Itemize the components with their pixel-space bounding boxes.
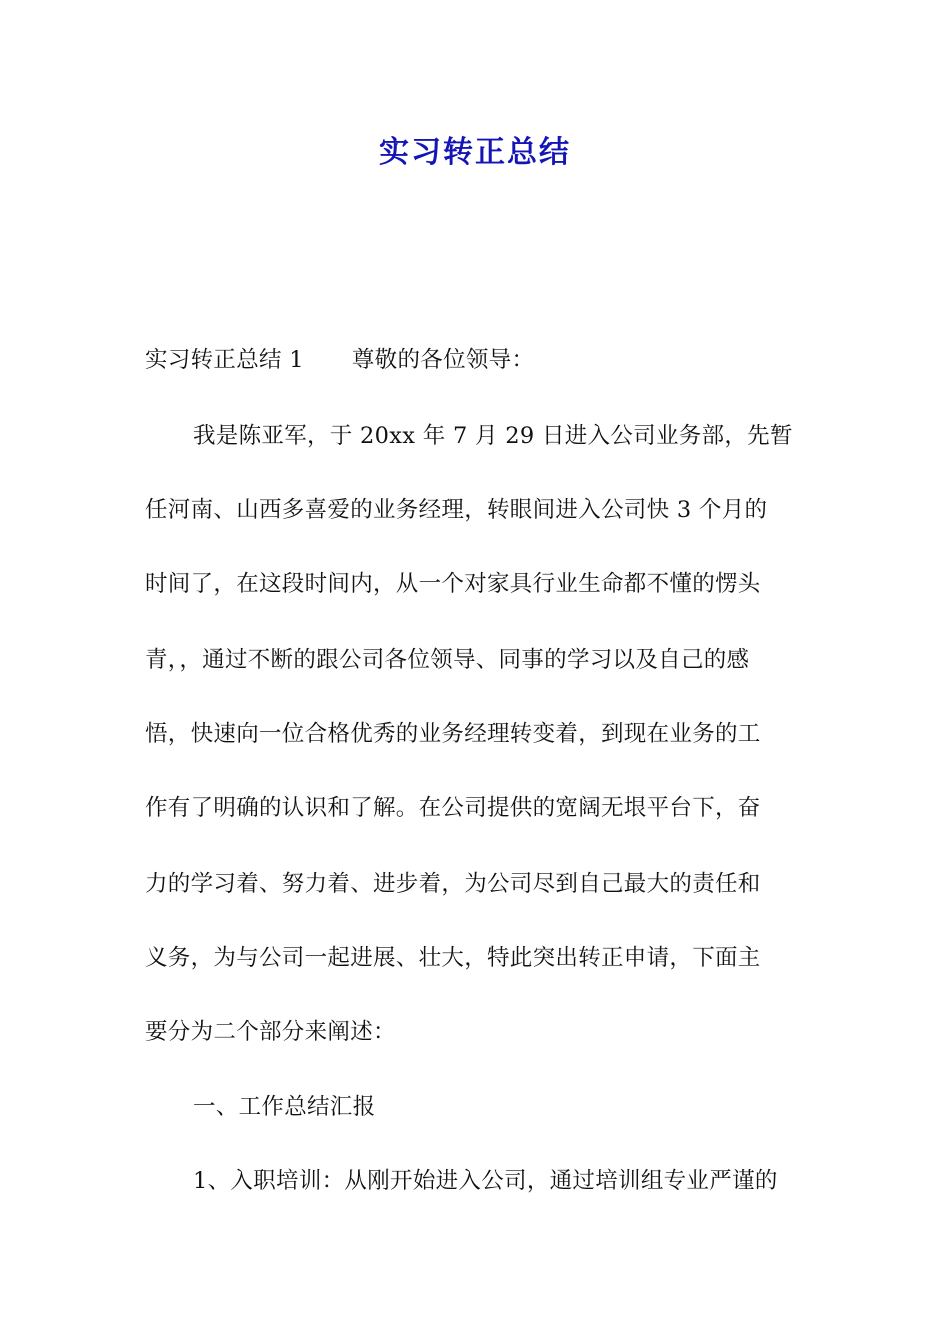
paragraph-line: 1、入职培训：从刚开始进入公司，通过培训组专业严谨的 <box>193 1168 778 1194</box>
section-heading: 一、工作总结汇报 <box>193 1094 376 1120</box>
document-title: 实习转正总结 <box>379 135 571 170</box>
paragraph-line: 力的学习着、努力着、进步着，为公司尽到自己最大的责任和 <box>145 871 761 897</box>
paragraph-line: 义务，为与公司一起进展、壮大，特此突出转正申请，下面主 <box>145 945 761 971</box>
paragraph-line: 青，，通过不断的跟公司各位领导、同事的学习以及自己的感 <box>145 647 750 673</box>
paragraph-line: 作有了明确的认识和了解。在公司提供的宽阔无垠平台下，奋 <box>145 795 761 821</box>
section-label: 实习转正总结 1 <box>145 347 304 373</box>
paragraph-line: 悟，快速向一位合格优秀的业务经理转变着，到现在业务的工 <box>145 721 761 747</box>
paragraph-line: 任河南、山西多喜爱的业务经理，转眼间进入公司快 3 个月的 <box>145 497 768 523</box>
salutation: 尊敬的各位领导： <box>351 347 535 373</box>
heading-line <box>145 345 815 375</box>
paragraph-line: 我是陈亚军，于 20xx 年 7 月 29 日进入公司业务部，先暂 <box>193 423 793 449</box>
paragraph-line: 时间了，在这段时间内，从一个对家具行业生命都不懂的愣头 <box>145 571 761 597</box>
paragraph-line: 要分为二个部分来阐述： <box>145 1019 396 1045</box>
